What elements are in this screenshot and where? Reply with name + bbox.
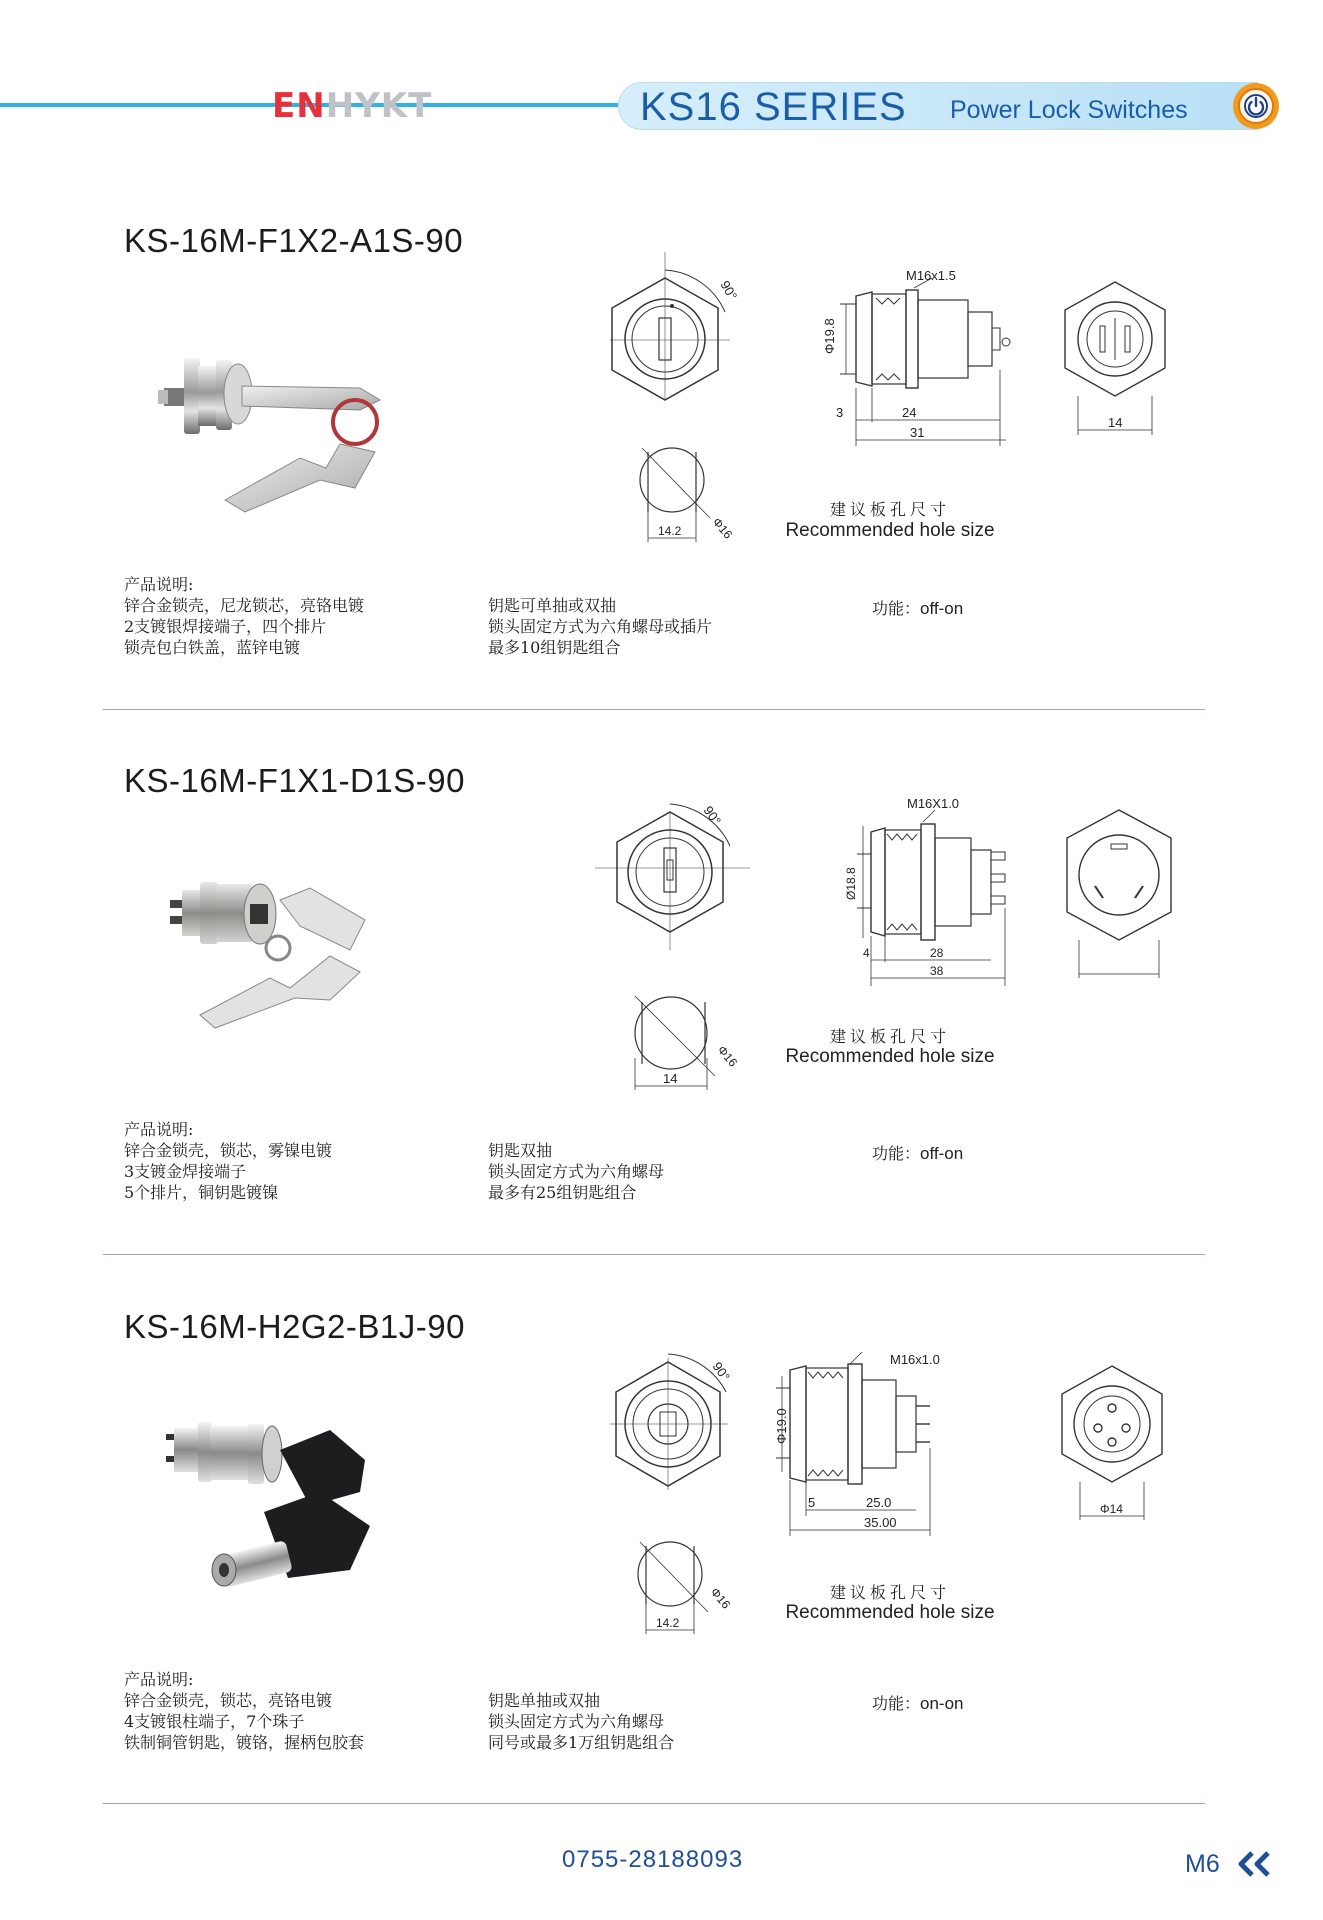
desc-line: 锌合金锁壳，尼龙锁芯，亮铬电镀 <box>124 596 365 615</box>
desc-title: 产品说明: <box>124 575 194 594</box>
svg-text:5: 5 <box>808 1495 816 1510</box>
product-photo-2 <box>160 860 390 1035</box>
desc-line: 3支镀金焊接端子 <box>124 1162 247 1181</box>
svg-text:14.2: 14.2 <box>656 1616 680 1630</box>
double-chevron-left-icon <box>1236 1850 1274 1878</box>
desc-line: 铁制铜管钥匙，镀铬，握柄包胶套 <box>124 1733 365 1752</box>
hole-label-en-2: Recommended hole size <box>785 1046 995 1067</box>
svg-text:38: 38 <box>930 964 944 978</box>
svg-text:90°: 90° <box>717 278 741 303</box>
svg-text:24: 24 <box>902 405 917 420</box>
product-features-2 <box>488 1140 664 1203</box>
brand-logo: ENHYKT <box>272 86 433 126</box>
section-divider <box>103 1803 1205 1804</box>
product-features-3 <box>488 1690 674 1753</box>
svg-text:25.0: 25.0 <box>866 1495 892 1510</box>
desc-line: 锌合金锁壳，锁芯，亮铬电镀 <box>124 1691 333 1710</box>
svg-text:35.00: 35.00 <box>864 1515 897 1530</box>
hole-label-cn-1: 建议板孔尺寸 <box>829 500 950 519</box>
feature-line: 同号或最多1万组钥匙组合 <box>488 1733 675 1752</box>
hole-label-cn-2: 建议板孔尺寸 <box>829 1027 950 1046</box>
svg-text:90°: 90° <box>700 803 725 828</box>
svg-text:31: 31 <box>910 425 925 440</box>
hole-label-cn-3: 建议板孔尺寸 <box>829 1583 950 1602</box>
svg-text:14: 14 <box>1108 415 1123 430</box>
feature-line: 锁头固定方式为六角螺母 <box>488 1712 665 1731</box>
svg-text:90°: 90° <box>709 1359 734 1384</box>
series-title: KS16 SERIES <box>640 85 907 129</box>
svg-text:4: 4 <box>863 946 870 960</box>
product-function-2: 功能：off-on <box>872 1144 964 1163</box>
svg-text:Φ19.8: Φ19.8 <box>822 318 837 354</box>
footer-phone: 0755-28188093 <box>562 1846 744 1873</box>
svg-text:M16x1.0: M16x1.0 <box>890 1352 940 1367</box>
svg-text:3: 3 <box>836 405 844 420</box>
feature-line: 锁头固定方式为六角螺母或插片 <box>488 617 713 636</box>
desc-line: 锌合金锁壳，锁芯，雾镍电镀 <box>124 1141 333 1160</box>
svg-text:M16X1.0: M16X1.0 <box>907 796 960 811</box>
product-model-1: KS-16M-F1X2-A1S-90 <box>124 222 464 259</box>
power-badge-icon <box>1232 82 1280 130</box>
desc-line: 2支镀银焊接端子，四个排片 <box>124 617 327 636</box>
hole-label-en-1: Recommended hole size <box>785 520 995 541</box>
svg-text:Ø18.8: Ø18.8 <box>844 867 858 900</box>
section-divider <box>103 1254 1205 1255</box>
product-features-1 <box>488 595 712 658</box>
desc-line: 4支镀银柱端子，7个珠子 <box>124 1712 305 1731</box>
section-divider <box>103 709 1205 710</box>
svg-text:Φ16: Φ16 <box>714 1042 741 1070</box>
desc-line: 锁壳包白铁盖，蓝锌电镀 <box>124 638 301 657</box>
series-subtitle: Power Lock Switches <box>950 96 1188 124</box>
product-photo-1 <box>150 340 400 520</box>
feature-line: 钥匙可单抽或双抽 <box>488 596 617 615</box>
feature-line: 锁头固定方式为六角螺母 <box>488 1162 665 1181</box>
product-function-3: 功能：on-on <box>872 1694 964 1713</box>
svg-text:14.2: 14.2 <box>658 524 682 538</box>
svg-text:14: 14 <box>663 1071 678 1086</box>
product-model-3: KS-16M-H2G2-B1J-90 <box>124 1308 465 1345</box>
desc-title: 产品说明: <box>124 1120 194 1139</box>
desc-line: 5个排片，铜钥匙镀镍 <box>124 1183 279 1202</box>
product-photo-3 <box>160 1420 380 1600</box>
svg-text:Φ14: Φ14 <box>1100 1502 1123 1516</box>
product-model-2: KS-16M-F1X1-D1S-90 <box>124 762 465 799</box>
product-description-3 <box>124 1669 364 1753</box>
feature-line: 最多有25组钥匙组合 <box>488 1183 637 1202</box>
hole-label-en-3: Recommended hole size <box>785 1602 995 1623</box>
product-description-1 <box>124 574 364 658</box>
svg-text:Φ16: Φ16 <box>709 514 736 542</box>
feature-line: 钥匙双抽 <box>488 1141 553 1160</box>
product-description-2 <box>124 1119 332 1203</box>
feature-line: 最多10组钥匙组合 <box>488 638 621 657</box>
svg-text:Φ19.0: Φ19.0 <box>774 1408 789 1444</box>
svg-text:M16x1.5: M16x1.5 <box>906 268 956 283</box>
page-number: M6 <box>1185 1850 1220 1878</box>
svg-text:28: 28 <box>930 946 944 960</box>
product-function-1: 功能：off-on <box>872 599 964 618</box>
desc-title: 产品说明: <box>124 1670 194 1689</box>
feature-line: 钥匙单抽或双抽 <box>488 1691 601 1710</box>
svg-text:Φ16: Φ16 <box>707 1584 734 1612</box>
